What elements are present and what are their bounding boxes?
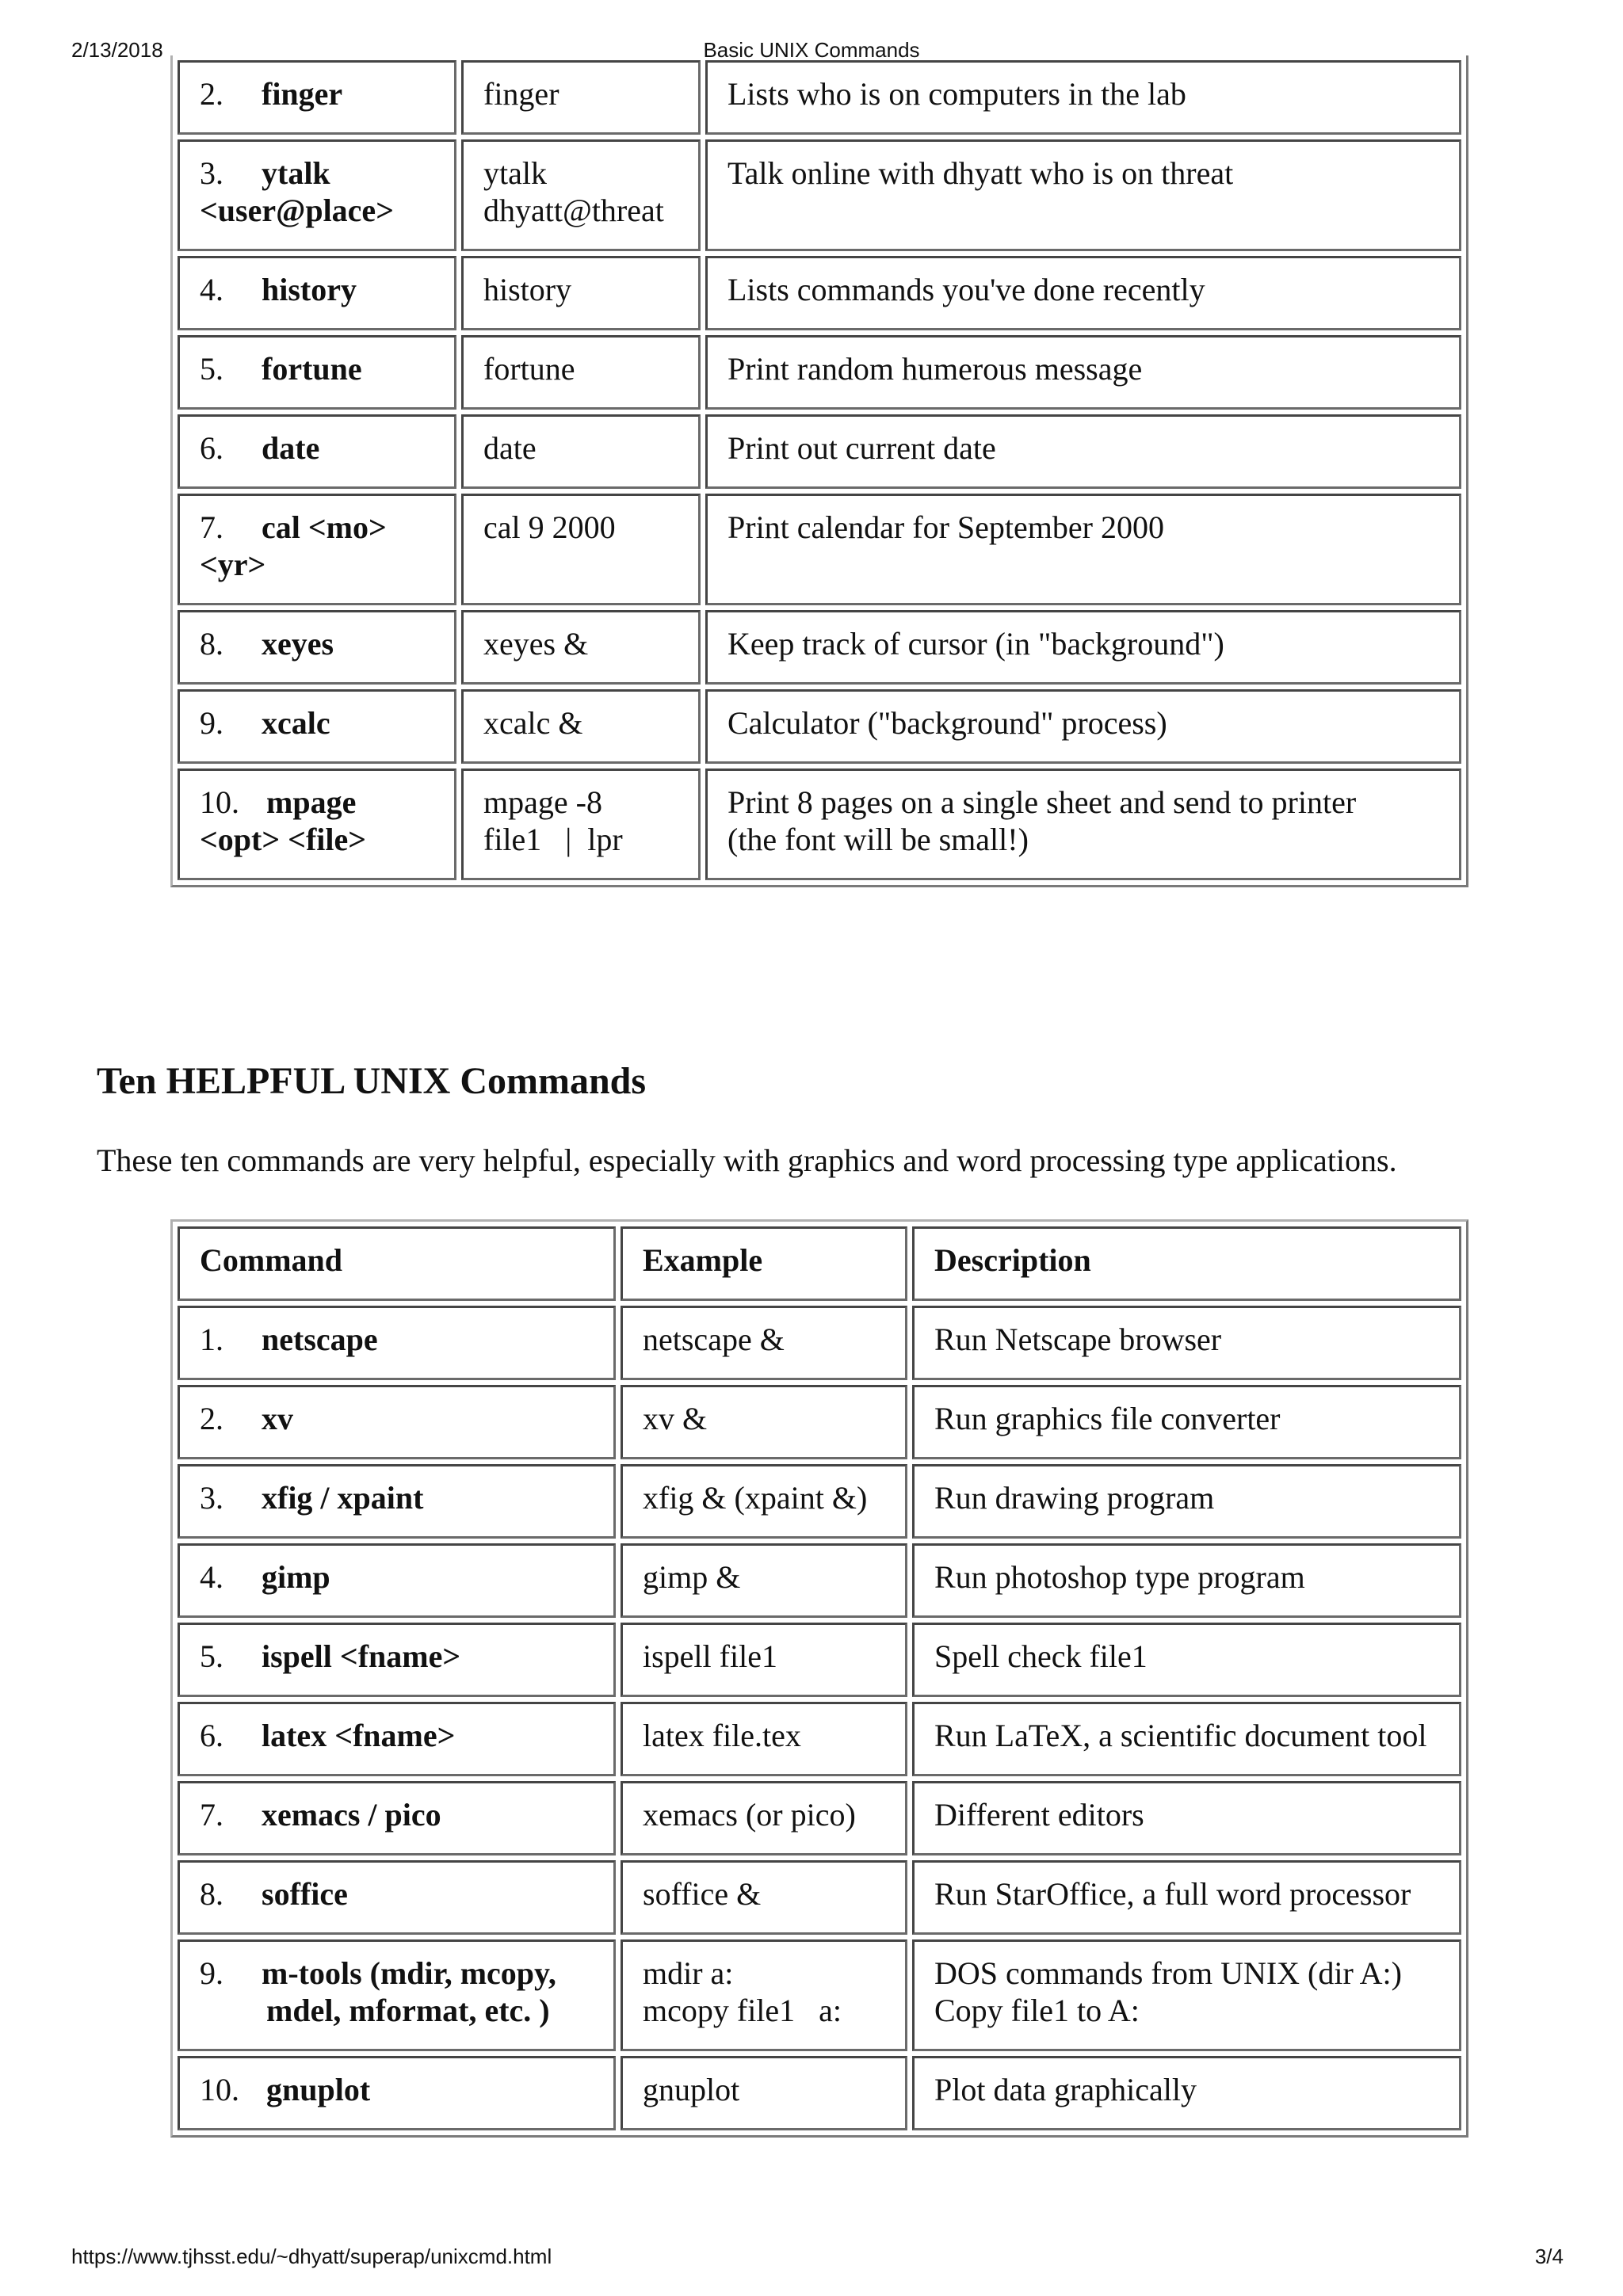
command-name: cal <mo> [262, 509, 387, 545]
row-number: 5. [200, 1638, 223, 1674]
example-text: xfig & (xpaint &) [643, 1480, 868, 1516]
description-text: Keep track of cursor (in "background") [727, 626, 1224, 662]
command-cell [178, 610, 456, 685]
example-text: date [483, 430, 537, 466]
example-text-continued: dhyatt@threat [483, 193, 664, 228]
description-cell [912, 1385, 1461, 1459]
table-row [178, 60, 1461, 135]
command-cell [178, 139, 456, 251]
table-row [178, 689, 1461, 764]
description-cell [912, 1939, 1461, 2051]
description-cell [912, 2056, 1461, 2130]
description-text: Lists who is on computers in the lab [727, 76, 1186, 112]
command-name: xeyes [262, 626, 334, 662]
table-row [178, 414, 1461, 489]
example-cell [621, 1860, 907, 1935]
example-text: soffice & [643, 1876, 762, 1912]
command-name: xcalc [262, 705, 330, 741]
command-cell [178, 769, 456, 880]
basic-commands-table-continued [170, 55, 1468, 887]
example-text: xv & [643, 1401, 708, 1436]
table-row [178, 1464, 1461, 1539]
description-text: Calculator ("background" process) [727, 705, 1167, 741]
row-number: 3. [200, 155, 223, 191]
command-cell [178, 256, 456, 330]
header-description: Description [912, 1226, 1461, 1301]
table-row [178, 1543, 1461, 1618]
command-name: finger [262, 76, 343, 112]
description-text: Lists commands you've done recently [727, 272, 1205, 307]
example-text: history [483, 272, 572, 307]
example-cell [461, 689, 701, 764]
row-number: 9. [200, 705, 223, 741]
description-cell [705, 494, 1461, 605]
command-name-continued: <user@place> [200, 193, 394, 228]
example-cell [621, 1543, 907, 1618]
description-cell [912, 1623, 1461, 1697]
table-row [178, 1306, 1461, 1380]
example-cell [461, 769, 701, 880]
command-cell [178, 1385, 616, 1459]
print-header-date: 2/13/2018 [71, 38, 163, 62]
description-text: Spell check file1 [934, 1638, 1148, 1674]
table-row [178, 1385, 1461, 1459]
row-number: 2. [200, 1401, 223, 1436]
table-row [178, 1860, 1461, 1935]
command-name: gimp [262, 1559, 330, 1595]
command-name-continued: mdel, mformat, etc. ) [266, 1993, 550, 2028]
example-text: xcalc & [483, 705, 583, 741]
command-name: netscape [262, 1322, 378, 1357]
example-text: mpage -8 [483, 784, 602, 820]
command-cell [178, 2056, 616, 2130]
command-cell [178, 1939, 616, 2051]
example-text-continued: mcopy file1 a: [643, 1993, 842, 2028]
description-text-continued: (the font will be small!) [727, 822, 1029, 857]
command-cell [178, 1306, 616, 1380]
description-text: Print 8 pages on a single sheet and send to printer [727, 784, 1357, 820]
command-name: ytalk [262, 155, 330, 191]
description-text: Run graphics file converter [934, 1401, 1281, 1436]
row-number: 7. [200, 1797, 223, 1833]
print-header-title: Basic UNIX Commands [703, 38, 920, 62]
table-row [178, 335, 1461, 410]
command-cell [178, 1543, 616, 1618]
description-cell [705, 414, 1461, 489]
description-text: Different editors [934, 1797, 1144, 1833]
example-cell [621, 1385, 907, 1459]
example-text: netscape & [643, 1322, 785, 1357]
description-text: Run StarOffice, a full word processor [934, 1876, 1411, 1912]
example-cell [461, 139, 701, 251]
print-footer-url: https://www.tjhsst.edu/~dhyatt/superap/unixcmd.html [71, 2245, 552, 2268]
header-command: Command [178, 1226, 616, 1301]
row-number: 8. [200, 1876, 223, 1912]
command-name: xemacs / pico [262, 1797, 441, 1833]
description-cell [912, 1702, 1461, 1776]
row-number: 5. [200, 351, 223, 387]
command-name: xv [262, 1401, 293, 1436]
command-name-continued: <yr> [200, 547, 266, 582]
table-row [178, 256, 1461, 330]
row-number: 4. [200, 1559, 223, 1595]
example-text: mdir a: [643, 1955, 734, 1991]
example-cell [461, 414, 701, 489]
row-number: 1. [200, 1322, 223, 1357]
table-row [178, 610, 1461, 685]
table-row [178, 769, 1461, 880]
table1-body [178, 60, 1461, 880]
example-text: finger [483, 76, 559, 112]
command-cell [178, 335, 456, 410]
description-text-continued: Copy file1 to A: [934, 1993, 1140, 2028]
example-cell [461, 60, 701, 135]
row-number: 6. [200, 430, 223, 466]
command-name: fortune [262, 351, 362, 387]
row-number: 3. [200, 1480, 223, 1516]
example-cell [461, 494, 701, 605]
row-number: 10. [200, 2072, 239, 2107]
command-cell [178, 1860, 616, 1935]
example-cell [621, 1702, 907, 1776]
description-text: Run LaTeX, a scientific document tool [934, 1718, 1427, 1753]
description-text: DOS commands from UNIX (dir A:) [934, 1955, 1402, 1991]
description-text: Talk online with dhyatt who is on threat [727, 155, 1234, 191]
row-number: 8. [200, 626, 223, 662]
description-cell [705, 256, 1461, 330]
command-cell [178, 1623, 616, 1697]
command-cell [178, 60, 456, 135]
description-text: Plot data graphically [934, 2072, 1197, 2107]
header-example: Example [621, 1226, 907, 1301]
helpful-commands-table [170, 1219, 1468, 2138]
command-cell [178, 689, 456, 764]
table-row [178, 1939, 1461, 2051]
command-name: m-tools (mdir, mcopy, [262, 1955, 556, 1991]
example-text: fortune [483, 351, 575, 387]
example-text: xeyes & [483, 626, 589, 662]
command-name-continued: <opt> <file> [200, 822, 367, 857]
command-cell [178, 494, 456, 605]
description-cell [705, 60, 1461, 135]
command-cell [178, 1781, 616, 1855]
command-cell [178, 414, 456, 489]
command-name: gnuplot [266, 2072, 371, 2107]
table-row [178, 2056, 1461, 2130]
example-cell [621, 1939, 907, 2051]
row-number: 9. [200, 1955, 223, 1991]
description-cell [912, 1464, 1461, 1539]
description-cell [912, 1543, 1461, 1618]
description-cell [912, 1306, 1461, 1380]
example-text: gnuplot [643, 2072, 740, 2107]
command-cell [178, 1464, 616, 1539]
command-name: xfig / xpaint [262, 1480, 424, 1516]
command-cell [178, 1702, 616, 1776]
row-number: 2. [200, 76, 223, 112]
example-cell [621, 1781, 907, 1855]
example-cell [621, 1464, 907, 1539]
table-row [178, 1781, 1461, 1855]
command-name: latex <fname> [262, 1718, 456, 1753]
example-cell [461, 256, 701, 330]
section-title: Ten HELPFUL UNIX Commands [97, 1060, 647, 1102]
section-intro: These ten commands are very helpful, especially with graphics and word processing type applications. [97, 1142, 1397, 1178]
example-cell [461, 335, 701, 410]
example-text: ispell file1 [643, 1638, 777, 1674]
example-text: xemacs (or pico) [643, 1797, 856, 1833]
row-number: 6. [200, 1718, 223, 1753]
example-text: cal 9 2000 [483, 509, 616, 545]
description-cell [705, 335, 1461, 410]
command-name: soffice [262, 1876, 348, 1912]
table-row [178, 139, 1461, 251]
description-cell [705, 769, 1461, 880]
description-text: Print calendar for September 2000 [727, 509, 1164, 545]
description-text: Print random humerous message [727, 351, 1143, 387]
row-number: 4. [200, 272, 223, 307]
row-number: 10. [200, 784, 239, 820]
print-footer-page-number: 3/4 [1534, 2245, 1564, 2268]
example-cell [621, 1623, 907, 1697]
table-row [178, 1702, 1461, 1776]
table-row [178, 494, 1461, 605]
description-cell [912, 1781, 1461, 1855]
row-number: 7. [200, 509, 223, 545]
description-cell [705, 689, 1461, 764]
example-text: latex file.tex [643, 1718, 801, 1753]
description-text: Run drawing program [934, 1480, 1215, 1516]
description-cell [705, 139, 1461, 251]
table-header-row [178, 1226, 1461, 1301]
command-name: ispell <fname> [262, 1638, 461, 1674]
example-text: ytalk [483, 155, 547, 191]
description-cell [912, 1860, 1461, 1935]
command-name: date [262, 430, 320, 466]
description-text: Run Netscape browser [934, 1322, 1222, 1357]
description-cell [705, 610, 1461, 685]
example-cell [621, 2056, 907, 2130]
description-text: Run photoshop type program [934, 1559, 1305, 1595]
description-text: Print out current date [727, 430, 996, 466]
example-cell [621, 1306, 907, 1380]
table-row [178, 1623, 1461, 1697]
example-text-continued: file1 | lpr [483, 822, 623, 857]
example-cell [461, 610, 701, 685]
command-name: history [262, 272, 357, 307]
command-name: mpage [266, 784, 357, 820]
example-text: gimp & [643, 1559, 741, 1595]
table2-body [178, 1226, 1461, 2130]
